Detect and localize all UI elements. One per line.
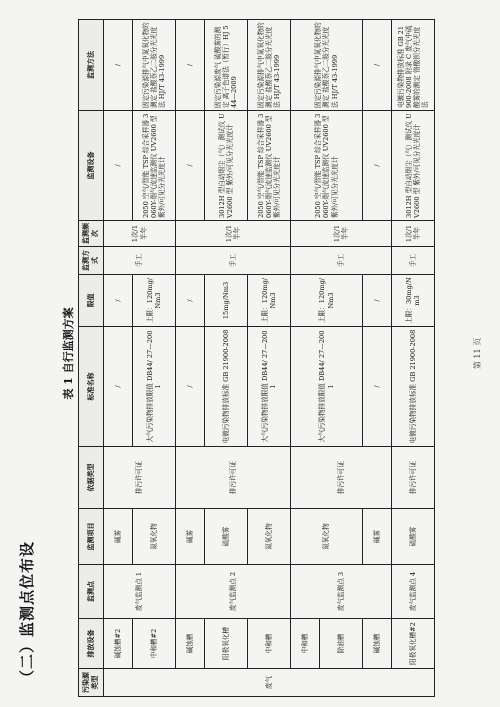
point-cell: 废气监测点 4 bbox=[392, 565, 435, 619]
method-cell: 固定污染源排气中氮氧化物的测定 盐酸萘乙二胺分光光度法 HJ/T 43-1999 bbox=[291, 20, 363, 111]
item-cell: 碱雾 bbox=[363, 509, 392, 565]
standard-cell: / bbox=[363, 327, 392, 447]
limit-cell: 上限：120mg/Nm3 bbox=[133, 275, 176, 327]
method-cell: 固定污染源排气中氮氧化物的测定 盐酸萘乙二胺分光光度法 HJ/T 43-1999 bbox=[133, 20, 176, 111]
basis-cell: 排污许可证 bbox=[392, 447, 435, 509]
method-cell: 固定污染源排气中氮氧化物的测定 盐酸萘乙二胺分光光度法 HJ/T 43-1999 bbox=[248, 20, 291, 111]
item-cell: 氮氧化物 bbox=[248, 509, 291, 565]
device-cell: / bbox=[363, 111, 392, 221]
limit-cell: 上限：30mg/Nm3 bbox=[392, 275, 435, 327]
device-cell: 2050 空气/智能 TSP 综合采样器 3060Y-烟气流速监测仪 UV2600 型 紫外/可见分光光度计 bbox=[248, 111, 291, 221]
device-cell: / bbox=[176, 111, 205, 221]
header-limit: 限值 bbox=[79, 275, 104, 327]
equipment-cell: 阳极氧化槽#2 bbox=[392, 619, 435, 669]
basis-cell: 排污许可证 bbox=[291, 447, 392, 509]
frequency-cell: 1次/1半年 bbox=[104, 221, 176, 247]
table-row bbox=[392, 20, 435, 697]
standard-cell: 大气污染物排放限值 DB44/ 27—2001 bbox=[291, 327, 363, 447]
table-row bbox=[291, 20, 320, 697]
frequency-cell: 1次/1半年 bbox=[392, 221, 435, 247]
standard-cell: 电镀污染物排放标准 GB 21900-2008 bbox=[205, 327, 248, 447]
mode-cell: 手工 bbox=[176, 247, 291, 275]
item-cell: 碱雾 bbox=[104, 509, 133, 565]
method-cell: 电镀污染物排放标准 GB 21900-2008 附录 C 废气中硫酸雾的测定 铬酸钡分光光度法 bbox=[392, 20, 435, 111]
method-cell: 固定污染源废气 硫酸雾的测定 离子色谱法（暂行）HJ 544—2009 bbox=[205, 20, 248, 111]
device-cell: 2050 空气/智能 TSP 综合采样器 3060Y-烟气流速监测仪 UV2600 型 紫外/可见分光光度计 bbox=[133, 111, 176, 221]
item-cell: 硫酸雾 bbox=[205, 509, 248, 565]
table-row bbox=[176, 20, 205, 697]
equipment-cell: 除油槽 bbox=[320, 619, 363, 669]
basis-cell: 排污许可证 bbox=[104, 447, 176, 509]
monitoring-plan-table bbox=[78, 19, 435, 697]
equipment-cell: 碱蚀槽#2 bbox=[104, 619, 133, 669]
table-row bbox=[104, 20, 133, 697]
header-mode: 监测方式 bbox=[79, 247, 104, 275]
header-device: 监测设备 bbox=[79, 111, 104, 221]
device-cell: / bbox=[104, 111, 133, 221]
equipment-cell: 碱蚀槽 bbox=[363, 619, 392, 669]
item-cell: 硫酸雾 bbox=[392, 509, 435, 565]
standard-cell: 电镀污染物排放标准 GB 21900-2008 bbox=[392, 327, 435, 447]
method-cell: / bbox=[176, 20, 205, 111]
method-cell: / bbox=[104, 20, 133, 111]
item-cell: 氮氧化物 bbox=[291, 509, 363, 565]
section-heading: （二）监测点位布设 bbox=[18, 540, 36, 685]
device-cell: 2050 空气/智能 TSP 综合采样器 3060Y-烟气流速监测仪 UV2600 型 紫外/可见分光光度计 bbox=[291, 111, 363, 221]
frequency-cell: 1次/1半年 bbox=[176, 221, 291, 247]
header-point: 监测点 bbox=[79, 565, 104, 619]
point-cell: 废气监测点 2 bbox=[176, 565, 291, 619]
equipment-cell: 中和槽 bbox=[248, 619, 291, 669]
limit-cell: 上限：120mg/Nm3 bbox=[291, 275, 363, 327]
device-cell: 3012H 型自动烟尘（气）测试仪 UV2600 型 紫外/可见分光光度计 bbox=[205, 111, 248, 221]
standard-cell: / bbox=[104, 327, 133, 447]
header-method: 监测方法 bbox=[79, 20, 104, 111]
header-source-type: 污染源类型 bbox=[79, 669, 104, 697]
limit-cell: / bbox=[104, 275, 133, 327]
device-cell: 3012H 型自动烟尘（气）测试仪 UV2600 型 紫外/可见分光光度计 bbox=[392, 111, 435, 221]
limit-cell: / bbox=[176, 275, 205, 327]
frequency-cell: 1次/1半年 bbox=[291, 221, 392, 247]
mode-cell: 手工 bbox=[392, 247, 435, 275]
method-cell: / bbox=[363, 20, 392, 111]
point-cell: 废气监测点 1 bbox=[104, 565, 176, 619]
limit-cell: 15mg/Nm3 bbox=[205, 275, 248, 327]
standard-cell: 大气污染物排放限值 DB44/ 27—2001 bbox=[248, 327, 291, 447]
table-header-row bbox=[79, 20, 104, 697]
header-standard: 标准名称 bbox=[79, 327, 104, 447]
equipment-cell: 中和槽#2 bbox=[133, 619, 176, 669]
limit-cell: 上限：120mg/Nm3 bbox=[248, 275, 291, 327]
basis-cell: 排污许可证 bbox=[176, 447, 291, 509]
header-basis: 依据类型 bbox=[79, 447, 104, 509]
header-frequency: 监测频次 bbox=[79, 221, 104, 247]
standard-cell: / bbox=[176, 327, 205, 447]
equipment-cell: 碱蚀槽 bbox=[176, 619, 205, 669]
equipment-cell: 中和槽 bbox=[291, 619, 320, 669]
page-number: 第 11 页 bbox=[473, 337, 482, 370]
equipment-cell: 阳极氧化槽 bbox=[205, 619, 248, 669]
table-caption: 表 1 自行监测方案 bbox=[62, 307, 75, 400]
item-cell: 氮氧化物 bbox=[133, 509, 176, 565]
point-cell: 废气监测点 3 bbox=[291, 565, 392, 619]
mode-cell: 手工 bbox=[291, 247, 392, 275]
item-cell: 碱雾 bbox=[176, 509, 205, 565]
limit-cell: / bbox=[363, 275, 392, 327]
mode-cell: 手工 bbox=[104, 247, 176, 275]
standard-cell: 大气污染物排放限值 DB44/ 27—2001 bbox=[133, 327, 176, 447]
header-equipment: 排放设备 bbox=[79, 619, 104, 669]
header-item: 监测项目 bbox=[79, 509, 104, 565]
source-type-cell: 废气 bbox=[104, 669, 435, 697]
